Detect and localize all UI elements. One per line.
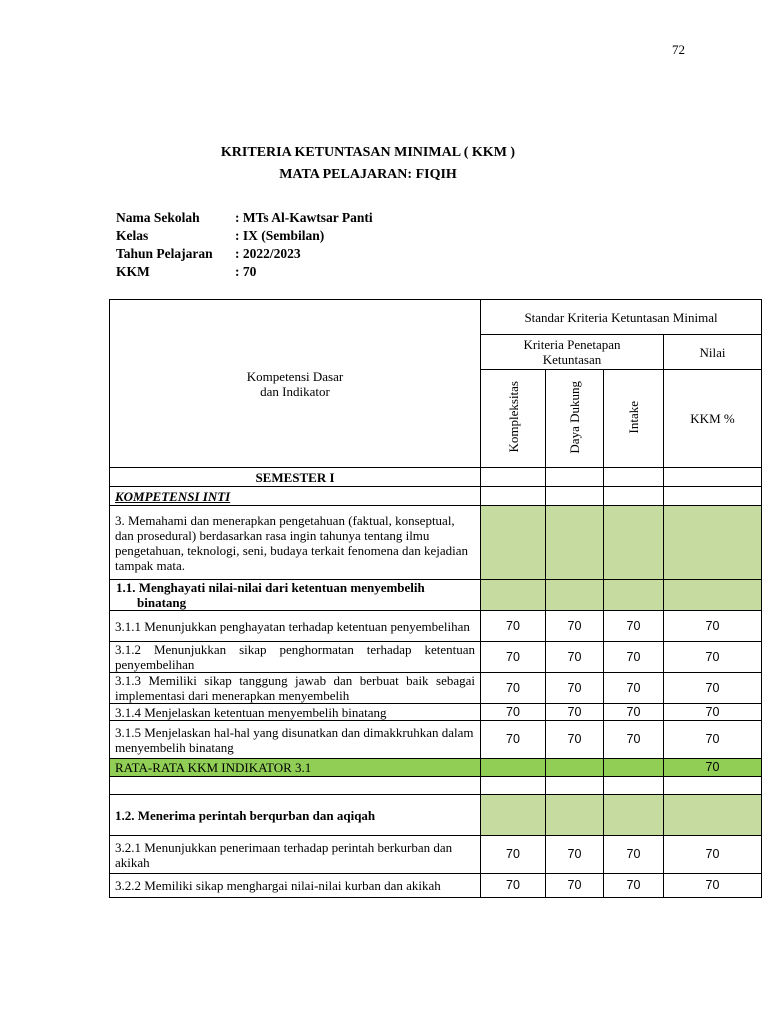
kkm-value: 70 xyxy=(664,836,762,874)
kkm-value: 70 xyxy=(664,611,762,642)
kompleksitas-value: 70 xyxy=(481,721,546,759)
daya-dukung-value: 70 xyxy=(546,874,604,898)
header-kompleksitas-cell xyxy=(481,370,546,468)
shaded-cell xyxy=(481,580,546,611)
shaded-cell xyxy=(546,795,604,836)
table-row xyxy=(110,642,762,673)
table-row xyxy=(110,836,762,874)
daya-dukung-value: 70 xyxy=(546,642,604,673)
table-row xyxy=(110,721,762,759)
kompleksitas-value: 70 xyxy=(481,673,546,704)
indikator-text: 3.1.3 Memiliki sikap tanggung jawab dan berbuat baik sebagai implementasi dari menerapkan menyembelih xyxy=(110,673,481,704)
table-row xyxy=(110,673,762,704)
shaded-cell xyxy=(546,580,604,611)
daya-dukung-value: 70 xyxy=(546,836,604,874)
info-value: : 2022/2023 xyxy=(235,246,301,261)
empty-cell xyxy=(546,468,604,487)
school-info xyxy=(116,209,373,281)
daya-dukung-value: 70 xyxy=(546,704,604,721)
shaded-cell xyxy=(604,580,664,611)
empty-cell xyxy=(604,487,664,506)
indikator-text: 3.2.1 Menunjukkan penerimaan terhadap perintah berkurban dan akikah xyxy=(110,836,481,874)
kompleksitas-value: 70 xyxy=(481,874,546,898)
header-kriteria: Kriteria Penetapan Ketuntasan xyxy=(481,335,664,370)
average-label: RATA-RATA KKM INDIKATOR 3.1 xyxy=(110,759,481,777)
kkm-table xyxy=(109,299,762,898)
intake-value: 70 xyxy=(604,611,664,642)
indikator-text: 3.2.2 Memiliki sikap menghargai nilai-nilai kurban dan akikah xyxy=(110,874,481,898)
table-row xyxy=(110,874,762,898)
info-row xyxy=(116,245,373,263)
header-daya-dukung: Daya Dukung xyxy=(567,380,582,454)
shaded-cell xyxy=(546,506,604,580)
kompleksitas-value: 70 xyxy=(481,836,546,874)
daya-dukung-value: 70 xyxy=(546,611,604,642)
info-key: KKM xyxy=(116,264,150,279)
average-row xyxy=(110,759,762,777)
header-kompetensi-dasar: Kompetensi Dasar dan Indikator xyxy=(110,300,481,468)
shaded-cell xyxy=(481,506,546,580)
kompleksitas-value: 70 xyxy=(481,704,546,721)
intake-value: 70 xyxy=(604,836,664,874)
info-row xyxy=(116,263,373,281)
info-key: Kelas xyxy=(116,228,149,243)
intake-value: 70 xyxy=(604,704,664,721)
header-intake-cell xyxy=(604,370,664,468)
info-key: Tahun Pelajaran xyxy=(116,246,213,261)
indikator-text: 3.1.2 Menunjukkan sikap penghormatan terhadap ketentuan penyembelihan xyxy=(110,642,481,673)
kkm-value: 70 xyxy=(664,642,762,673)
shaded-cell xyxy=(664,580,762,611)
kd-1-cell xyxy=(110,580,481,611)
indikator-text: 3.1.1 Menunjukkan penghayatan terhadap ketentuan penyembelihan xyxy=(110,611,481,642)
kd-1-heading: 1.1. Menghayati nilai-nilai dari ketentuan menyembelih binatang xyxy=(116,580,425,610)
empty-cell xyxy=(546,777,604,795)
shaded-cell xyxy=(604,506,664,580)
shaded-cell xyxy=(604,759,664,777)
info-value: : IX (Sembilan) xyxy=(235,228,325,243)
header-daya-dukung-cell xyxy=(546,370,604,468)
info-row xyxy=(116,209,373,227)
page-number: 72 xyxy=(672,42,685,57)
daya-dukung-value: 70 xyxy=(546,721,604,759)
empty-cell xyxy=(604,468,664,487)
empty-cell xyxy=(604,777,664,795)
table-row xyxy=(110,704,762,721)
empty-cell xyxy=(110,777,481,795)
document-subtitle: MATA PELAJARAN: FIQIH xyxy=(279,167,457,182)
kompleksitas-value: 70 xyxy=(481,611,546,642)
empty-cell xyxy=(664,777,762,795)
shaded-cell xyxy=(481,795,546,836)
average-value: 70 xyxy=(664,759,762,777)
empty-cell xyxy=(481,468,546,487)
indikator-text: 3.1.5 Menjelaskan hal-hal yang disunatkan dan dimakkruhkan dalam menyembelih binatang xyxy=(110,721,481,759)
info-value: : 70 xyxy=(235,264,257,279)
kompetensi-inti-cell xyxy=(110,487,481,506)
shaded-cell xyxy=(546,759,604,777)
indikator-text: 3.1.4 Menjelaskan ketentuan menyembelih binatang xyxy=(110,704,481,721)
header-standar: Standar Kriteria Ketuntasan Minimal xyxy=(481,300,762,335)
kkm-value: 70 xyxy=(664,673,762,704)
header-kkm-pct: KKM % xyxy=(664,370,762,468)
intake-value: 70 xyxy=(604,874,664,898)
info-key: Nama Sekolah xyxy=(116,210,200,225)
kkm-value: 70 xyxy=(664,721,762,759)
shaded-cell xyxy=(664,506,762,580)
shaded-cell xyxy=(604,795,664,836)
document-title: KRITERIA KETUNTASAN MINIMAL ( KKM ) xyxy=(220,145,516,160)
empty-cell xyxy=(664,468,762,487)
info-row xyxy=(116,227,373,245)
kkm-value: 70 xyxy=(664,874,762,898)
intake-value: 70 xyxy=(604,721,664,759)
info-value: : MTs Al-Kawtsar Panti xyxy=(235,210,373,225)
kkm-value: 70 xyxy=(664,704,762,721)
kompetensi-inti-label: KOMPETENSI INTI xyxy=(115,488,231,504)
header-kompleksitas: Kompleksitas xyxy=(505,381,521,453)
ki-text: 3. Memahami dan menerapkan pengetahuan (faktual, konseptual, dan prosedural) berdasarkan rasa ingin tahunya tentang ilmu pengetahuan, teknologi, seni, budaya terkait fenomena dan kejadian tampak mata. xyxy=(110,506,481,580)
header-nilai: Nilai xyxy=(664,335,762,370)
table-row xyxy=(110,611,762,642)
shaded-cell xyxy=(481,759,546,777)
kd-2-heading: 1.2. Menerima perintah berqurban dan aqiqah xyxy=(110,795,481,836)
empty-cell xyxy=(664,487,762,506)
shaded-cell xyxy=(664,795,762,836)
daya-dukung-value: 70 xyxy=(546,673,604,704)
semester-label: SEMESTER I xyxy=(110,468,481,487)
intake-value: 70 xyxy=(604,642,664,673)
header-intake: Intake xyxy=(626,400,641,434)
kompleksitas-value: 70 xyxy=(481,642,546,673)
empty-cell xyxy=(546,487,604,506)
empty-cell xyxy=(481,777,546,795)
empty-cell xyxy=(481,487,546,506)
intake-value: 70 xyxy=(604,673,664,704)
spacer-row xyxy=(110,777,762,795)
